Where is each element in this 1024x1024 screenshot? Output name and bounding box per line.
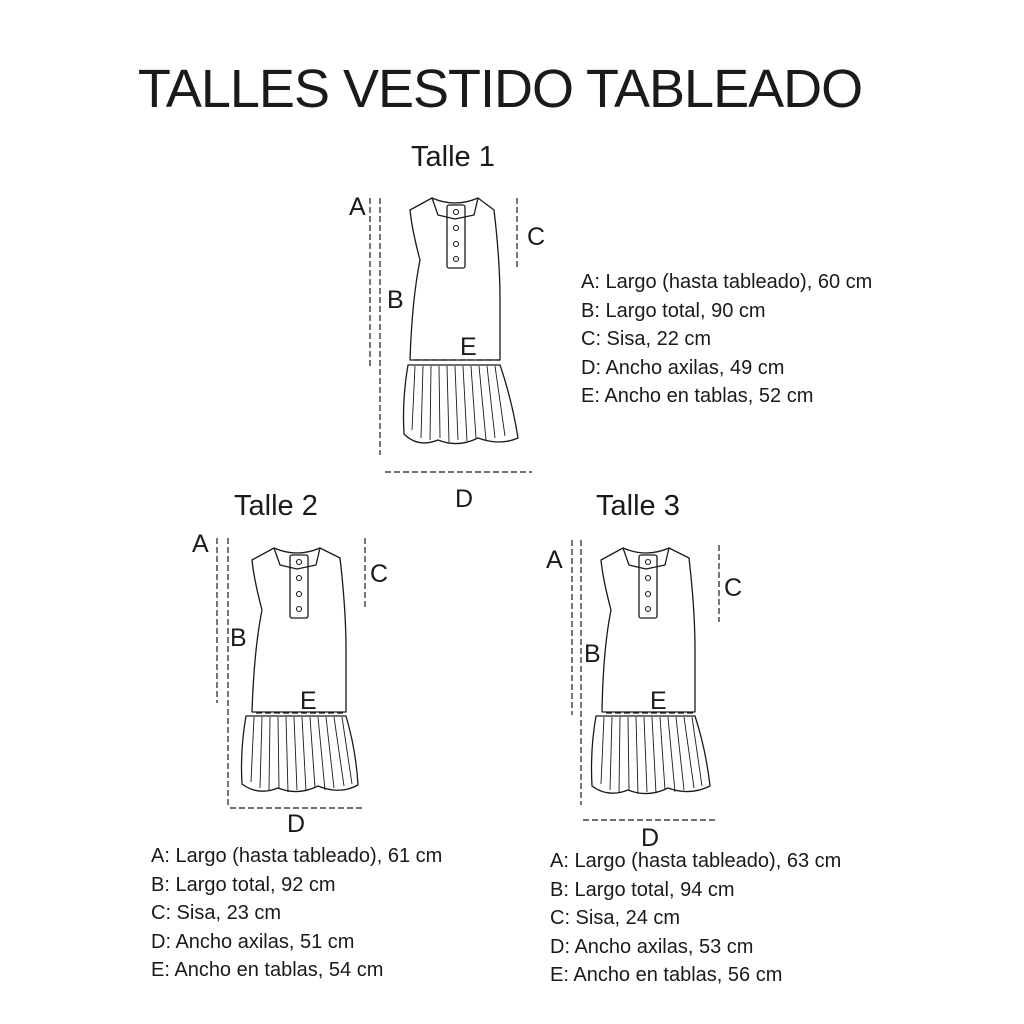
size-3-label-a: A: [546, 546, 563, 574]
size-2-label-e: E: [300, 687, 317, 715]
size-2-spec-c: C: Sisa, 23 cm: [151, 902, 282, 925]
size-1-label-b: B: [387, 286, 404, 314]
size-3-spec-c: C: Sisa, 24 cm: [550, 907, 681, 930]
size-1-spec-b: B: Largo total, 90 cm: [581, 299, 766, 322]
size-1-title: Talle 1: [411, 141, 495, 173]
size-3-label-e: E: [650, 687, 667, 715]
size-1-spec-c: C: Sisa, 22 cm: [581, 328, 712, 351]
size-1-label-c: C: [527, 223, 546, 251]
size-2-spec-list: [151, 842, 442, 985]
size-2-title: Talle 2: [234, 490, 318, 522]
size-2-spec-d: D: Ancho axilas, 51 cm: [151, 930, 355, 953]
size-2-label-a: A: [192, 530, 209, 558]
size-2-spec-b: B: Largo total, 92 cm: [151, 873, 336, 896]
size-1-spec-a: A: Largo (hasta tableado), 60 cm: [581, 271, 873, 293]
size-1-label-d: D: [455, 485, 474, 513]
size-3-label-d: D: [641, 824, 660, 852]
size-1-label-e: E: [460, 333, 477, 361]
size-2-spec-a: A: Largo (hasta tableado), 61 cm: [151, 845, 443, 867]
page-title: TALLES VESTIDO TABLEADO: [137, 59, 863, 119]
size-3-dress-drawing: [592, 548, 711, 794]
size-3-title: Talle 3: [596, 490, 680, 522]
size-2-dress-drawing: [242, 548, 359, 792]
size-1-spec-e: E: Ancho en tablas, 52 cm: [581, 385, 814, 408]
size-3-spec-d: D: Ancho axilas, 53 cm: [550, 935, 754, 958]
size-3-label-c: C: [724, 574, 743, 602]
size-1-spec-d: D: Ancho axilas, 49 cm: [581, 356, 785, 379]
size-2-spec-e: E: Ancho en tablas, 54 cm: [151, 959, 384, 982]
size-3-spec-list: [550, 847, 841, 990]
size-1-dress-drawing: [404, 198, 519, 444]
size-3-spec-b: B: Largo total, 94 cm: [550, 878, 735, 901]
size-3-spec-e: E: Ancho en tablas, 56 cm: [550, 964, 783, 987]
size-2-label-b: B: [230, 624, 247, 652]
size-1-spec-list: [581, 268, 872, 411]
size-2-label-c: C: [370, 560, 389, 588]
size-3-label-b: B: [584, 640, 601, 668]
size-1-label-a: A: [349, 193, 366, 221]
size-3-spec-a: A: Largo (hasta tableado), 63 cm: [550, 850, 842, 872]
size-2-label-d: D: [287, 810, 306, 838]
